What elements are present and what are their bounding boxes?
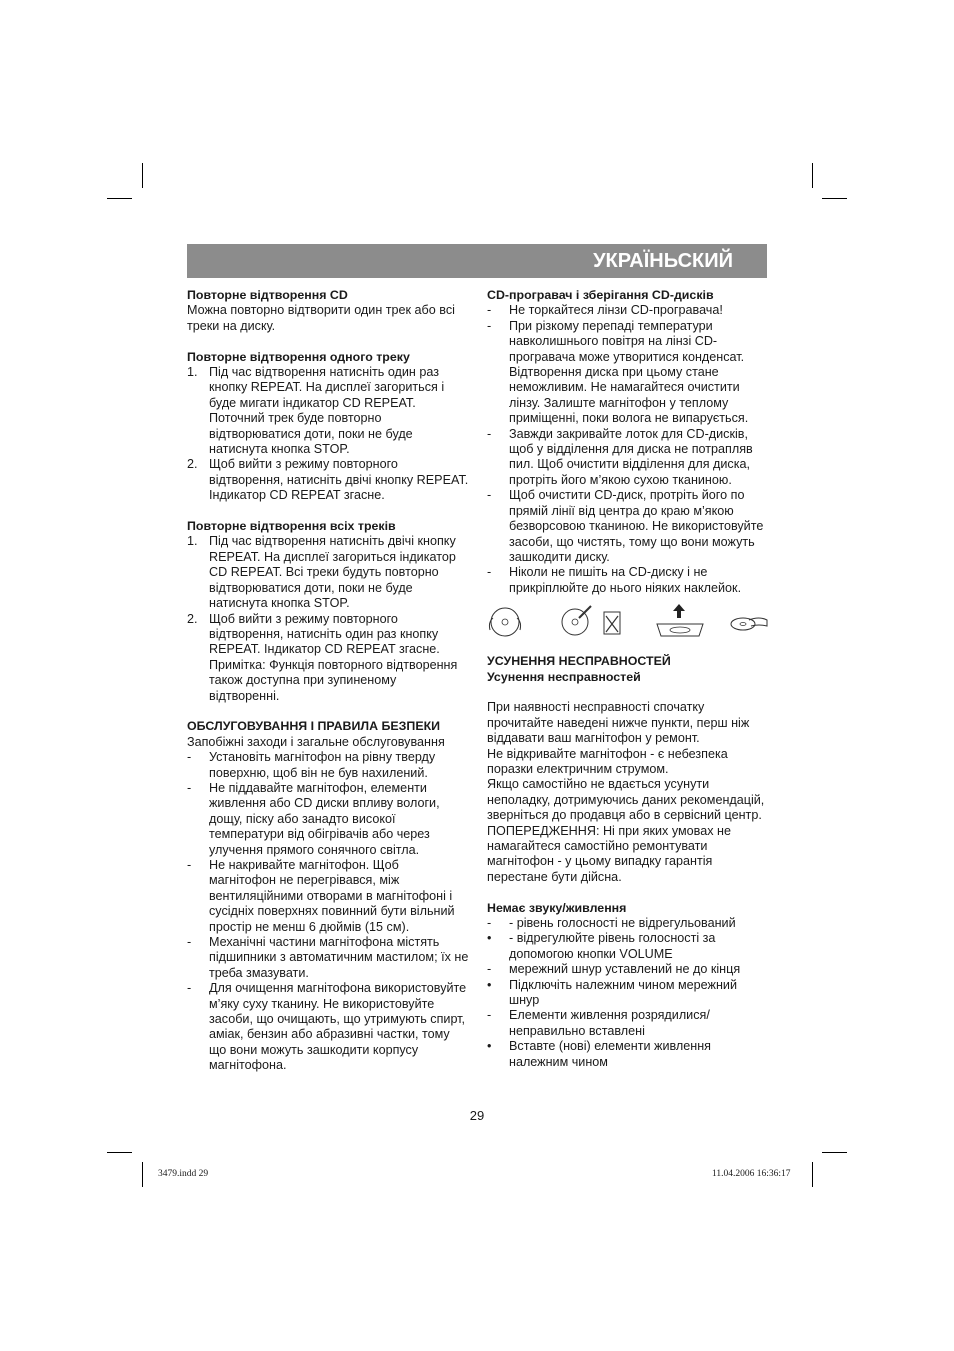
list-marker: -: [487, 962, 492, 977]
care-illustrations: [487, 604, 769, 640]
list-marker: -: [187, 750, 192, 765]
list-marker: 2.: [187, 457, 198, 472]
list-marker: •: [487, 977, 492, 992]
disc-wipe-icon: [729, 604, 769, 638]
list-marker: -: [487, 318, 492, 333]
list-item-text: При різкому перепаді температури навколишнього повітря на лінзі CD-програвача може утворитися конденсат. Відтворення диска при цьому стане неможливим. Не намагайтеся очистити лінзу. Залиште магнітофон у теплому приміщенні, поки волога не випарується.: [509, 318, 749, 426]
list-marker: -: [487, 303, 492, 318]
section-title: Повторне відтворення CD: [187, 288, 348, 302]
list-marker: -: [487, 488, 492, 503]
list-marker: -: [487, 565, 492, 580]
list-marker: -: [187, 857, 192, 872]
section-title: Немає звуку/живлення: [487, 900, 627, 915]
list-item-text: Механічні частини магнітофона містять підшипники з автоматичним мастилом; їх не треба змазувати.: [209, 935, 469, 980]
list-item-text: Під час відтворення натисніть один раз кнопку REPEAT. На дисплеї загориться і буде мигати індикатор CD REPEAT. Поточний трек буде повторно відтворюватися доти, поки не буде натиснута кнопка STOP.: [209, 365, 445, 457]
list-item: [487, 488, 769, 565]
list-item: [487, 319, 769, 427]
list-marker: -: [187, 935, 192, 950]
list-item: [187, 981, 469, 1073]
numbered-list: [187, 365, 469, 504]
language-title: УКРАЇНЬСКИЙ: [593, 250, 733, 272]
list-item-text: - відрегулюйте рівень голосності за допомогою кнопки VOLUME: [509, 931, 716, 961]
crop-mark: [142, 1162, 143, 1187]
list-item-text: Установіть магнітофон на рівну тверду поверхню, щоб він не був нахилений.: [209, 750, 436, 780]
dash-list: [487, 303, 769, 596]
paragraph: Не відкривайте магнітофон - є небезпека поразки електричним струмом.: [487, 746, 728, 776]
section-title: УСУНЕННЯ НЕСПРАВНОСТЕЙ: [487, 654, 671, 669]
numbered-list: [187, 534, 469, 703]
crop-mark: [107, 198, 132, 199]
list-item-text: Завжди закривайте лоток для CD-дисків, щоб у відділення для диска не потрапляв пил. Щоб очистити відділення для диска, протріть його м’якою сухою тканиною.: [509, 426, 753, 487]
disc-brush-icon: [559, 604, 595, 638]
list-item: [187, 858, 469, 935]
list-marker: 1.: [187, 534, 198, 549]
list-item-text: Не піддавайте магнітофон, елементи живлення або CD диски впливу вологи, дощу, піску або занадто високої температури від обігрівачів або через улучення прямого сонячного світла.: [209, 780, 440, 857]
page-number: 29: [469, 1108, 485, 1123]
list-item-text: Не торкайтеся лінзи CD-програвача!: [509, 303, 723, 318]
list-item-text: мережний шнур уставлений не до кінця: [509, 962, 741, 977]
tray-eject-icon: [655, 604, 705, 638]
list-item-text: Не накривайте магнітофон. Щоб магнітофон не перегрівався, між вентиляційними отворами в магнітофоні і сусідніх поверхнях повинний бути вільний простір не менш 6 дюймів (15 см).: [209, 857, 455, 934]
section-title: CD-програвач і зберігання CD-дисків: [487, 288, 714, 302]
crop-mark: [822, 1152, 847, 1153]
list-item-text: Щоб вийти з режиму повторного відтворення, натисніть двічі кнопку REPEAT. Індикатор CD REPEAT згасне.: [209, 457, 469, 503]
section-title: ОБСЛУГОВУВАННЯ І ПРАВИЛА БЕЗПЕКИ: [187, 719, 441, 734]
right-column: [487, 288, 769, 1070]
crop-mark: [812, 163, 813, 188]
warning-paragraph: ПОПЕРЕДЖЕННЯ: Ні при яких умовах не намагайтеся самостійно ремонтувати магнітофон - у цьому випадку гарантія перестане бути дійсна.: [487, 823, 731, 884]
list-item-text: Підключіть належним чином мережний шнур: [509, 977, 737, 1008]
section-title: Повторне відтворення всіх треків: [187, 519, 396, 534]
list-marker: •: [487, 1039, 492, 1054]
list-item: [487, 1039, 769, 1070]
crop-mark: [812, 1162, 813, 1187]
list-item: [487, 1008, 769, 1039]
left-column: [187, 288, 469, 1074]
paragraph: Запобіжні заходи і загальне обслуговування: [187, 734, 445, 749]
list-item-text: Ніколи не пишіть на CD-диску і не прикріплюйте до нього ніяких наклейок.: [509, 565, 742, 595]
list-item: [487, 962, 769, 977]
list-item: [487, 427, 769, 489]
list-item: [187, 365, 469, 457]
paragraph: Якщо самостійно не вдається усунути неполадку, дотримуючись даних рекомендацій, зверніться до продавця або в сервісний центр.: [487, 777, 765, 823]
list-item-text: - рівень голосності не відрегульований: [509, 916, 736, 930]
section-title: Повторне відтворення одного треку: [187, 349, 410, 364]
list-item-text: Під час відтворення натисніть двічі кнопку REPEAT. На дисплеї загориться індикатор CD REPEAT. Всі треки будуть повторно відтворюватися доти, поки не буде натиснута кнопка STOP.: [209, 534, 456, 611]
list-item-text: Щоб очистити CD-диск, протріть його по прямій лінії від центра до краю м’якою безворсовою тканиною. Не використовуйте засоби, що чистять, тому що вони можуть зашкодити диску.: [509, 488, 764, 564]
section-subtitle: Усунення несправностей: [487, 669, 641, 684]
crop-mark: [142, 163, 143, 188]
list-item: [487, 978, 769, 1009]
list-marker: 1.: [187, 365, 198, 380]
list-item-text: Щоб вийти з режиму повторного відтворення, натисніть один раз кнопку REPEAT. Індикатор CD REPEAT згасне. Примітка: Функція повторного відтворення також доступна при зупиненому відтворенні.: [209, 611, 458, 703]
list-item-text: Елементи живлення розрядилися/ неправильно вставлені: [509, 1008, 710, 1038]
list-item-text: Вставте (нові) елементи живлення належним чином: [509, 1039, 712, 1069]
dash-list: [187, 750, 469, 1074]
file-slug: 3479.indd 29: [158, 1169, 209, 1179]
paragraph: Можна повторно відтворити один трек або всі треки на диску.: [187, 303, 455, 333]
list-marker: 2.: [187, 611, 198, 626]
crossed-tool-icon: [601, 604, 623, 638]
list-marker: -: [487, 916, 492, 930]
print-date: 11.04.2006 16:36:17: [712, 1169, 791, 1179]
list-marker: -: [187, 780, 192, 795]
paragraph: При наявності несправності спочатку прочитайте наведені нижче пункти, перш ніж віддавати ваш магнітофон у ремонт.: [487, 700, 750, 746]
list-item: [187, 534, 469, 611]
crop-mark: [822, 198, 847, 199]
list-marker: -: [487, 426, 492, 441]
troubleshooting-list: [487, 916, 769, 1070]
list-marker: -: [487, 1008, 492, 1023]
list-item: [187, 457, 469, 503]
language-banner: [187, 244, 767, 278]
list-item: [187, 750, 469, 781]
disc-hands-icon: [487, 604, 523, 638]
crop-mark: [107, 1152, 132, 1153]
list-item: [487, 565, 769, 596]
list-item: [187, 612, 469, 704]
list-item: [487, 303, 769, 318]
list-marker: •: [487, 931, 492, 946]
list-marker: -: [187, 981, 192, 996]
list-item: [487, 931, 769, 962]
list-item-text: Для очищення магнітофона використовуйте м’яку суху тканину. Не використовуйте засоби, що очищають, що утримують спирт, аміак, бензин або абразивні частки, тому що вони можуть зашкодити корпусу магнітофона.: [209, 981, 467, 1073]
list-item: [187, 935, 469, 981]
list-item: [487, 916, 769, 931]
list-item: [187, 781, 469, 858]
